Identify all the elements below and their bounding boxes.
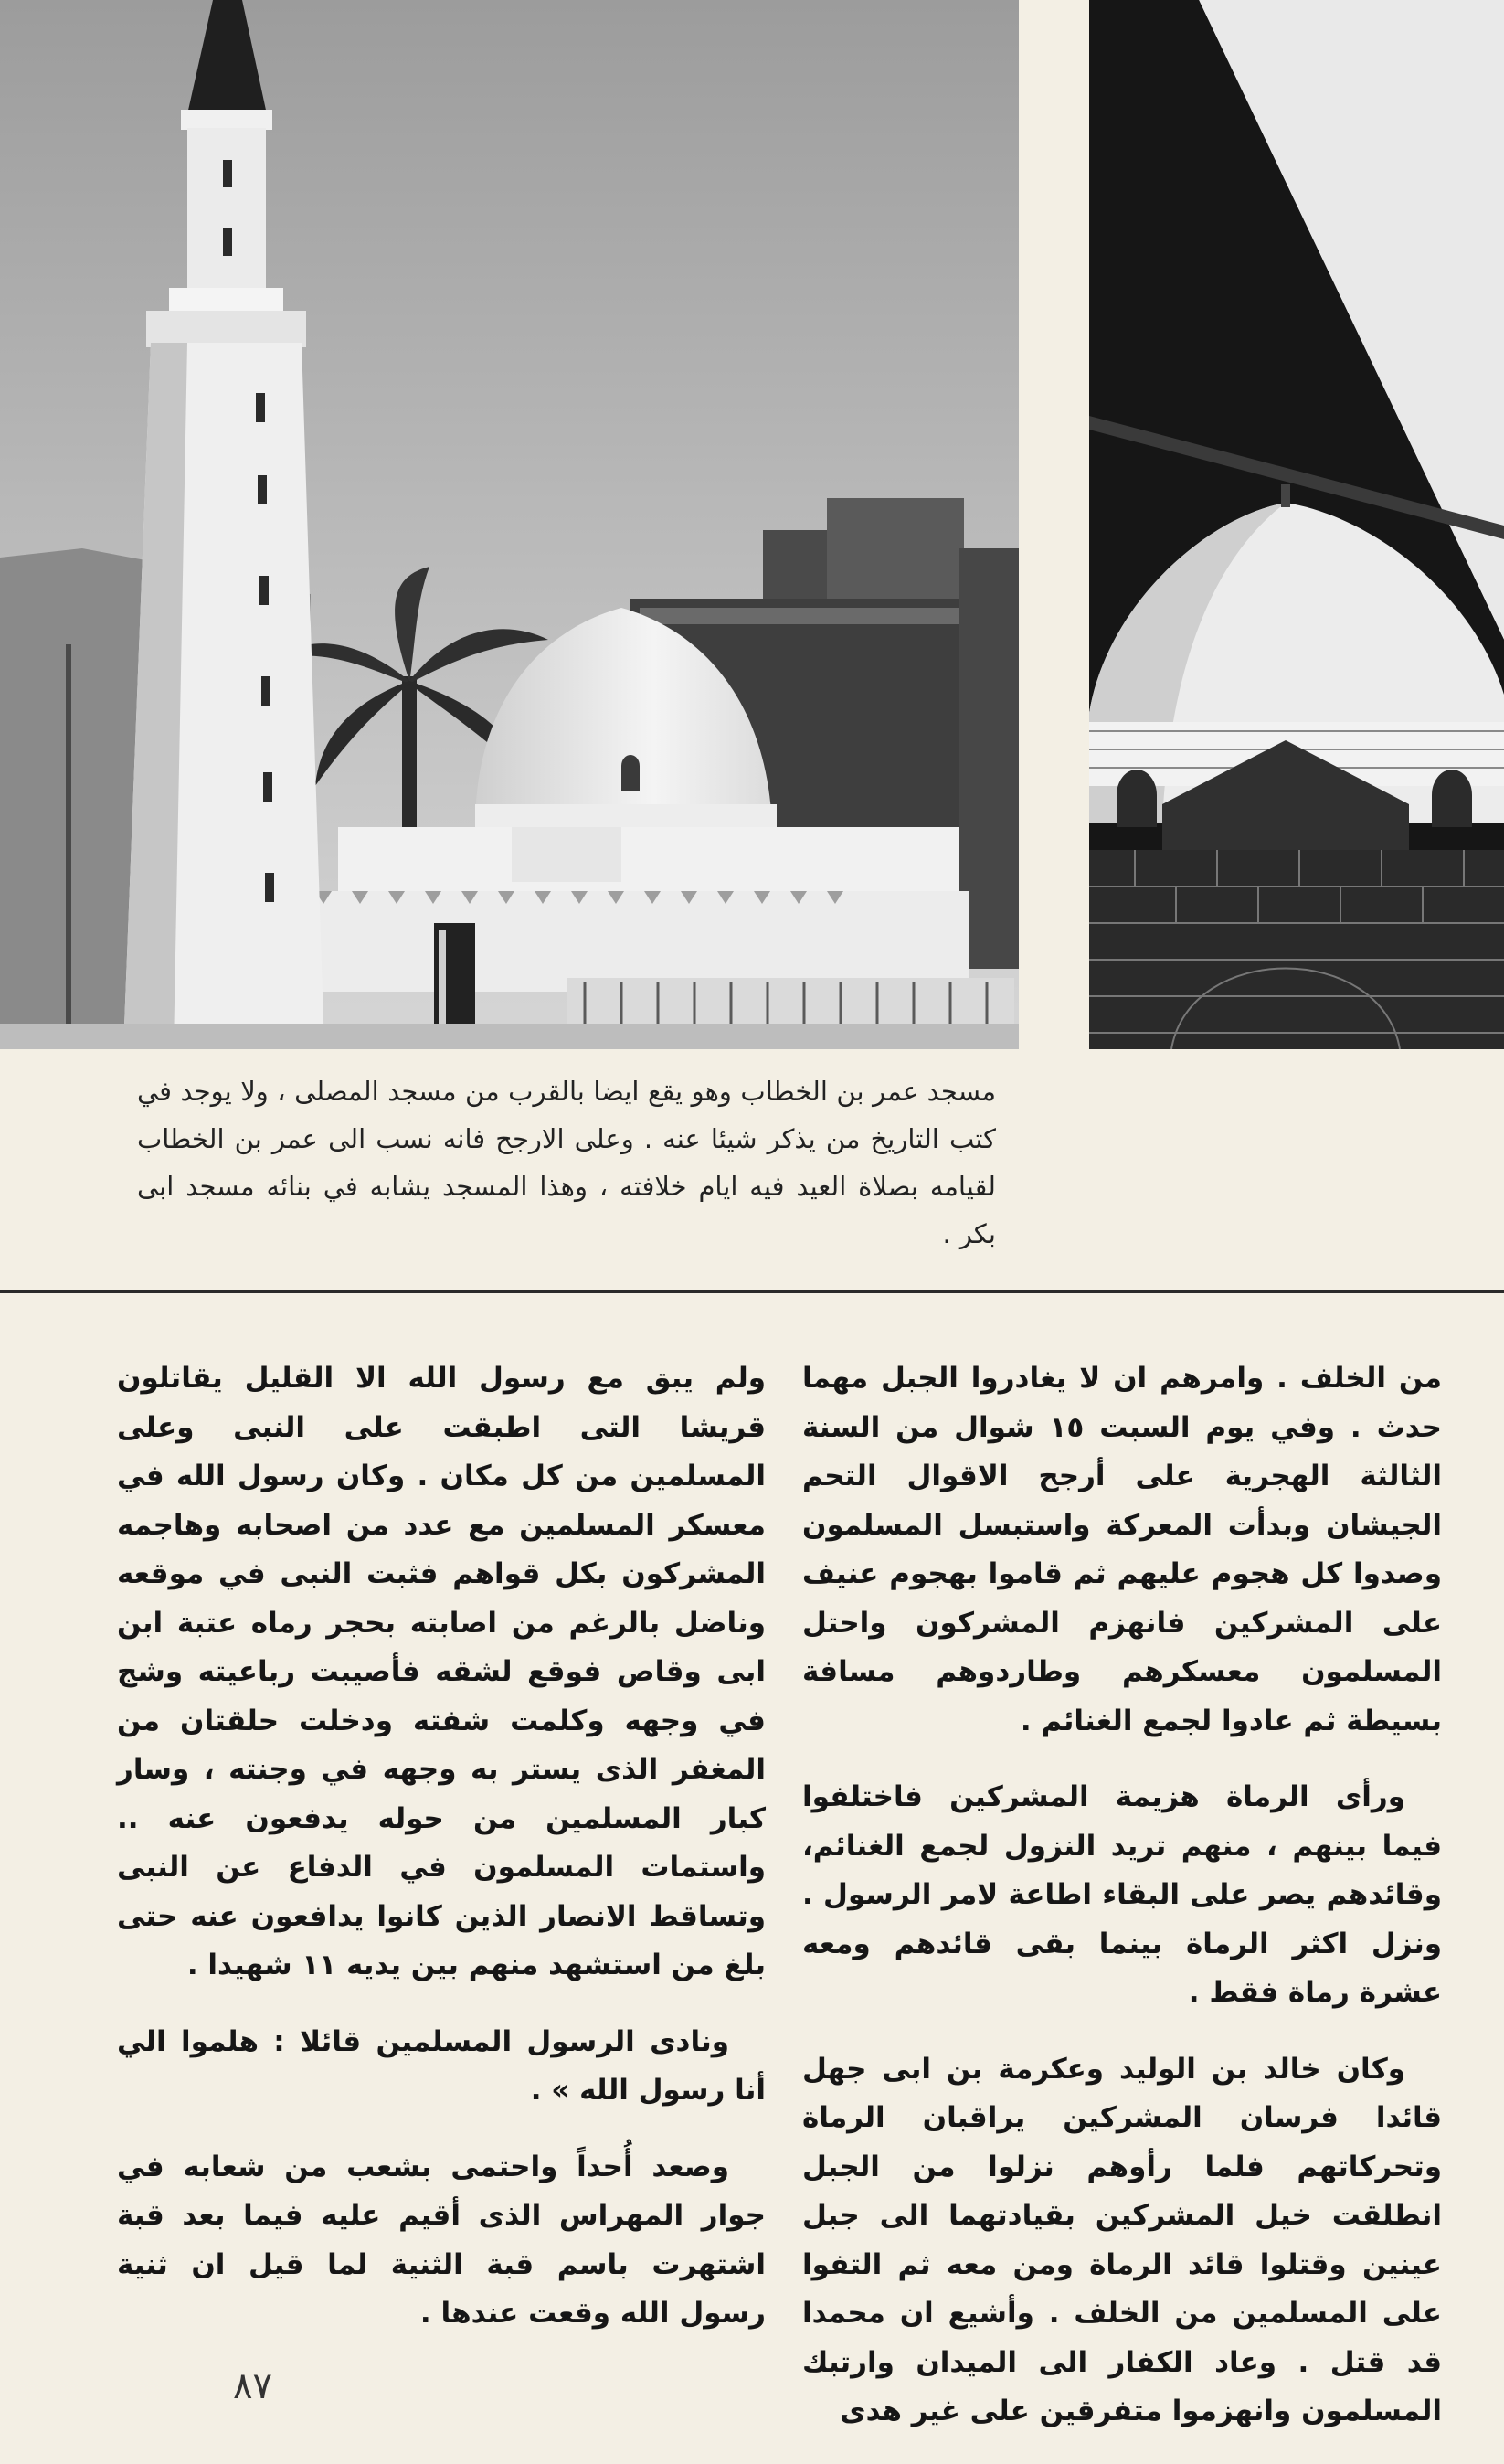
paragraph: ونادى الرسول المسلمين قائلا : هلموا الي أنا رسول الله » .	[117, 2024, 766, 2107]
text-column-left	[117, 1354, 766, 2366]
mosque-minaret-image	[0, 0, 1019, 1049]
caption-text: مسجد عمر بن الخطاب وهو يقع ايضا بالقرب من مسجد المصلى ، ولا يوجد في كتب التاريخ من يذكر شيئا عنه . وعلى الارجح فانه نسب الى عمر بن الخطاب لقيامه بصلاة العيد فيه ايام خلافته ، وهذا المسجد يشابه في بنائه مسجد ابى بكر .	[137, 1076, 996, 1249]
paragraph: ولم يبق مع رسول الله الا القليل يقاتلون قريشا التى اطبقت على النبى وعلى المسلمين من كل مكان . وكان رسول الله في معسكر المسلمين مع عدد من اصحابه وهاجمه المشركون بكل قواهم فثبت النبى في موقعه وناضل بالرغم من اصابته بحجر رماه عتبة ابن ابى وقاص فوقع لشقه فأصيبت رباعيته وشج في وجهه وكلمت شفته ودخلت حلقتان من المغفر الذى يستر به وجهه في وجنته ، وسار كبار المسلمين من حوله يدفعون عنه .. واستمات المسلمون في الدفاع عن النبى وتساقط الانصار الذين كانوا يدافعون عنه حتى بلغ من استشهد منهم بين يديه ١١ شهيدا .	[117, 1362, 766, 1981]
paragraph: ورأى الرماة هزيمة المشركين فاختلفوا فيما بينهم ، منهم تريد النزول لجمع الغنائم، وقائدهم يصر على البقاء اطاعة لامر الرسول . ونزل اكثر الرماة بينما بقى قائدهم ومعه عشرة رماة فقط .	[802, 1780, 1442, 2009]
text-column-right	[802, 1354, 1442, 2464]
paragraph: من الخلف . وامرهم ان لا يغادروا الجبل مهما حدث . وفي يوم السبت ١٥ شوال من السنة الثالثة الهجرية على أرجح الاقوال التحم الجيشان وبدأت المعركة واستبسل المسلمون وصدوا كل هجوم عليهم ثم قاموا بهجوم عنيف على المشركين فانهزم المشركون واحتل المسلمون معسكرهم وطاردوهم مسافة بسيطة ثم عادوا لجمع الغنائم .	[802, 1362, 1442, 1737]
photo-caption	[137, 1067, 996, 1258]
mosque-minaret-photo	[0, 0, 1019, 1049]
dome-closeup-image	[1089, 0, 1504, 1049]
paragraph: وكان خالد بن الوليد وعكرمة بن ابى جهل قائدا فرسان المشركين يراقبان الرماة وتحركاتهم فلما رأوهم نزلوا من الجبل انطلقت خيل المشركين بقيادتهما الى جبل عينين وقتلوا قائد الرماة ومن معه ثم التفوا على المسلمين من الخلف . وأشيع ان محمدا قد قتل . وعاد الكفار الى الميدان وارتبك المسلمون وانهزموا متفرقين على غير هدى	[802, 2052, 1442, 2427]
paragraph: وصعد أُحداً واحتمى بشعب من شعابه في جوار المهراس الذى أقيم عليه فيما بعد قبة اشتهرت باسم قبة الثنية لما قيل ان ثنية رسول الله وقعت عندها .	[117, 2150, 766, 2330]
section-divider	[0, 1290, 1504, 1293]
dome-closeup-photo	[1089, 0, 1504, 1049]
page-number: ٨٧	[233, 2365, 272, 2407]
